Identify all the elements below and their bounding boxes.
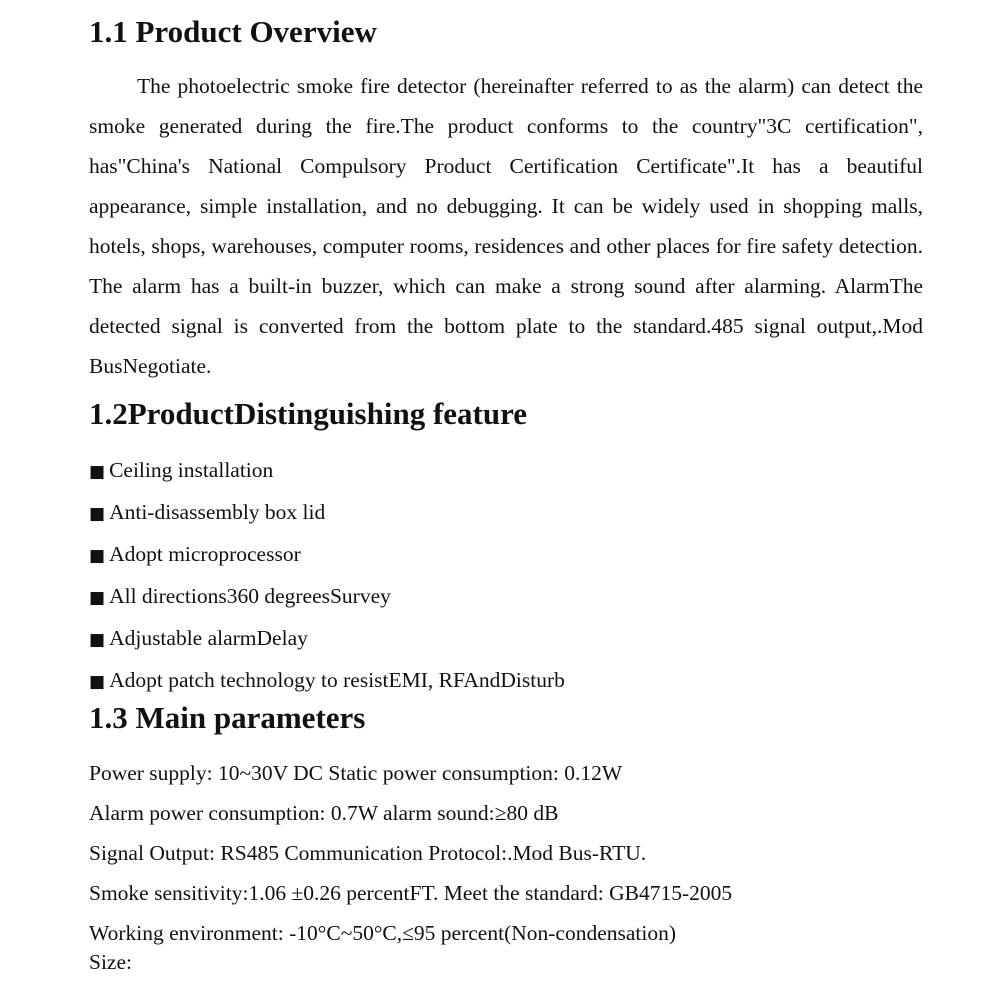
- feature-item-text: Adjustable alarmDelay: [109, 626, 308, 650]
- feature-item-text: Adopt microprocessor: [109, 542, 301, 566]
- feature-item-text: All directions360 degreesSurvey: [109, 584, 391, 608]
- section-heading-product-overview: 1.1 Product Overview: [89, 14, 377, 49]
- parameter-line-size: Size:: [89, 950, 132, 974]
- feature-item: [89, 660, 565, 702]
- parameter-line-power-supply: Power supply: 10~30V DC Static power consumption: 0.12W: [89, 761, 623, 785]
- feature-item-text: Anti-disassembly box lid: [109, 500, 326, 524]
- square-bullet-icon: ■: [89, 630, 106, 650]
- feature-item-text: Ceiling installation: [109, 458, 274, 482]
- product-overview-paragraph: The photoelectric smoke fire detector (hereinafter referred to as the alarm) can detect the smoke generated during the fire.The product conforms to the country"3C certification", has"China's National Compulsory Product Certification Certificate".It has a beautiful appearance, simple installation, and no debugging. It can be widely used in shopping malls, hotels, shops, warehouses, computer rooms, residences and other places for fire safety detection. The alarm has a built-in buzzer, which can make a strong sound after alarming. AlarmThe detected signal is converted from the bottom plate to the standard.485 signal output,.Mod BusNegotiate.: [89, 74, 923, 378]
- feature-item-text: Adopt patch technology to resistEMI, RFAndDisturb: [109, 668, 565, 692]
- parameter-line-working-environment: Working environment: -10°C~50°C,≤95 percent(Non-condensation): [89, 921, 677, 945]
- feature-item: [89, 576, 565, 618]
- feature-item: [89, 450, 565, 492]
- section-heading-distinguishing-feature: 1.2ProductDistinguishing feature: [89, 396, 528, 431]
- parameter-line-smoke-sensitivity: Smoke sensitivity:1.06 ±0.26 percentFT. Meet the standard: GB4715-2005: [89, 881, 733, 905]
- parameter-line-alarm-power: Alarm power consumption: 0.7W alarm sound:≥80 dB: [89, 801, 559, 825]
- square-bullet-icon: ■: [89, 504, 106, 524]
- square-bullet-icon: ■: [89, 546, 106, 566]
- parameter-list: [89, 753, 732, 977]
- square-bullet-icon: ■: [89, 462, 106, 482]
- feature-list: [89, 450, 565, 702]
- feature-item: [89, 618, 565, 660]
- section-heading-main-parameters: 1.3 Main parameters: [89, 700, 366, 735]
- square-bullet-icon: ■: [89, 588, 106, 608]
- feature-item: [89, 492, 565, 534]
- parameter-line-signal-output: Signal Output: RS485 Communication Protocol:.Mod Bus-RTU.: [89, 841, 647, 865]
- square-bullet-icon: ■: [89, 672, 106, 692]
- feature-item: [89, 534, 565, 576]
